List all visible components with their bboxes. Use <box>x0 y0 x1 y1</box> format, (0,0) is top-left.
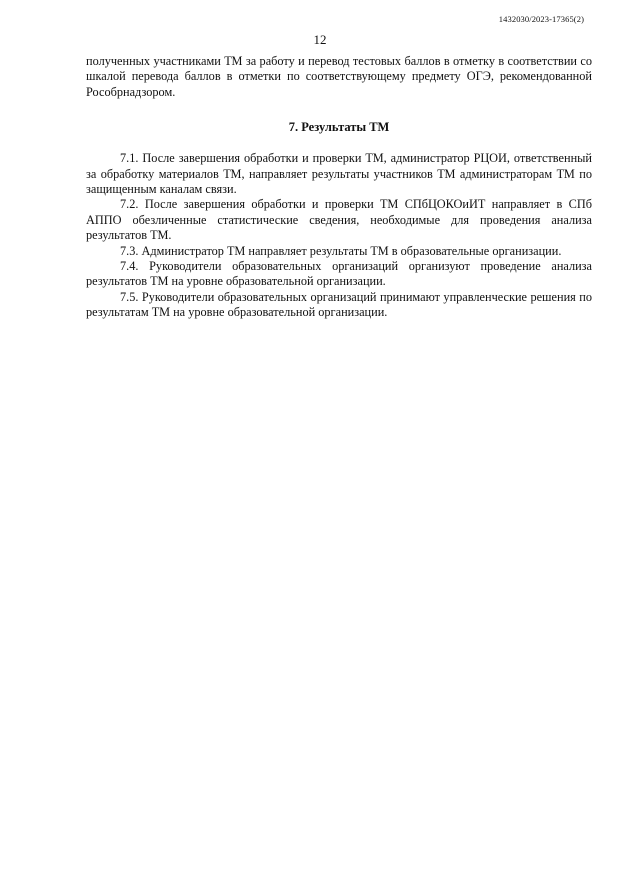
paragraph-7-5: 7.5. Руководители образовательных организаций принимают управленческие решения по результатам ТМ на уровне образовательной организации. <box>86 289 592 320</box>
paragraph-7-4: 7.4. Руководители образовательных организаций организуют проведение анализа результатов ТМ на уровне образовательной организации. <box>86 259 592 289</box>
document-body <box>86 54 592 321</box>
paragraph-7-2: 7.2. После завершения обработки и проверки ТМ СПбЦОКОиИТ направляет в СПб АППО обезличенные статистические сведения, необходимые для проведения анализа результатов ТМ. <box>86 197 592 243</box>
document-id: 1432030/2023-17365(2) <box>498 14 584 24</box>
paragraph-7-1: 7.1. После завершения обработки и проверки ТМ, администратор РЦОИ, ответственный за обработку материалов ТМ, направляет результаты участников ТМ администраторам ТМ по защищенным каналам связи. <box>86 151 592 197</box>
section-title: 7. Результаты ТМ <box>288 120 390 135</box>
page-number: 12 <box>313 32 327 47</box>
intro-paragraph: полученных участниками ТМ за работу и перевод тестовых баллов в отметку в соответствии со шкалой перевода баллов в отметки по соответствующему предмету ОГЭ, рекомендованной Рособрнадзором. <box>86 54 592 99</box>
paragraph-7-3: 7.3. Администратор ТМ направляет результаты ТМ в образовательные организации. <box>120 243 562 258</box>
